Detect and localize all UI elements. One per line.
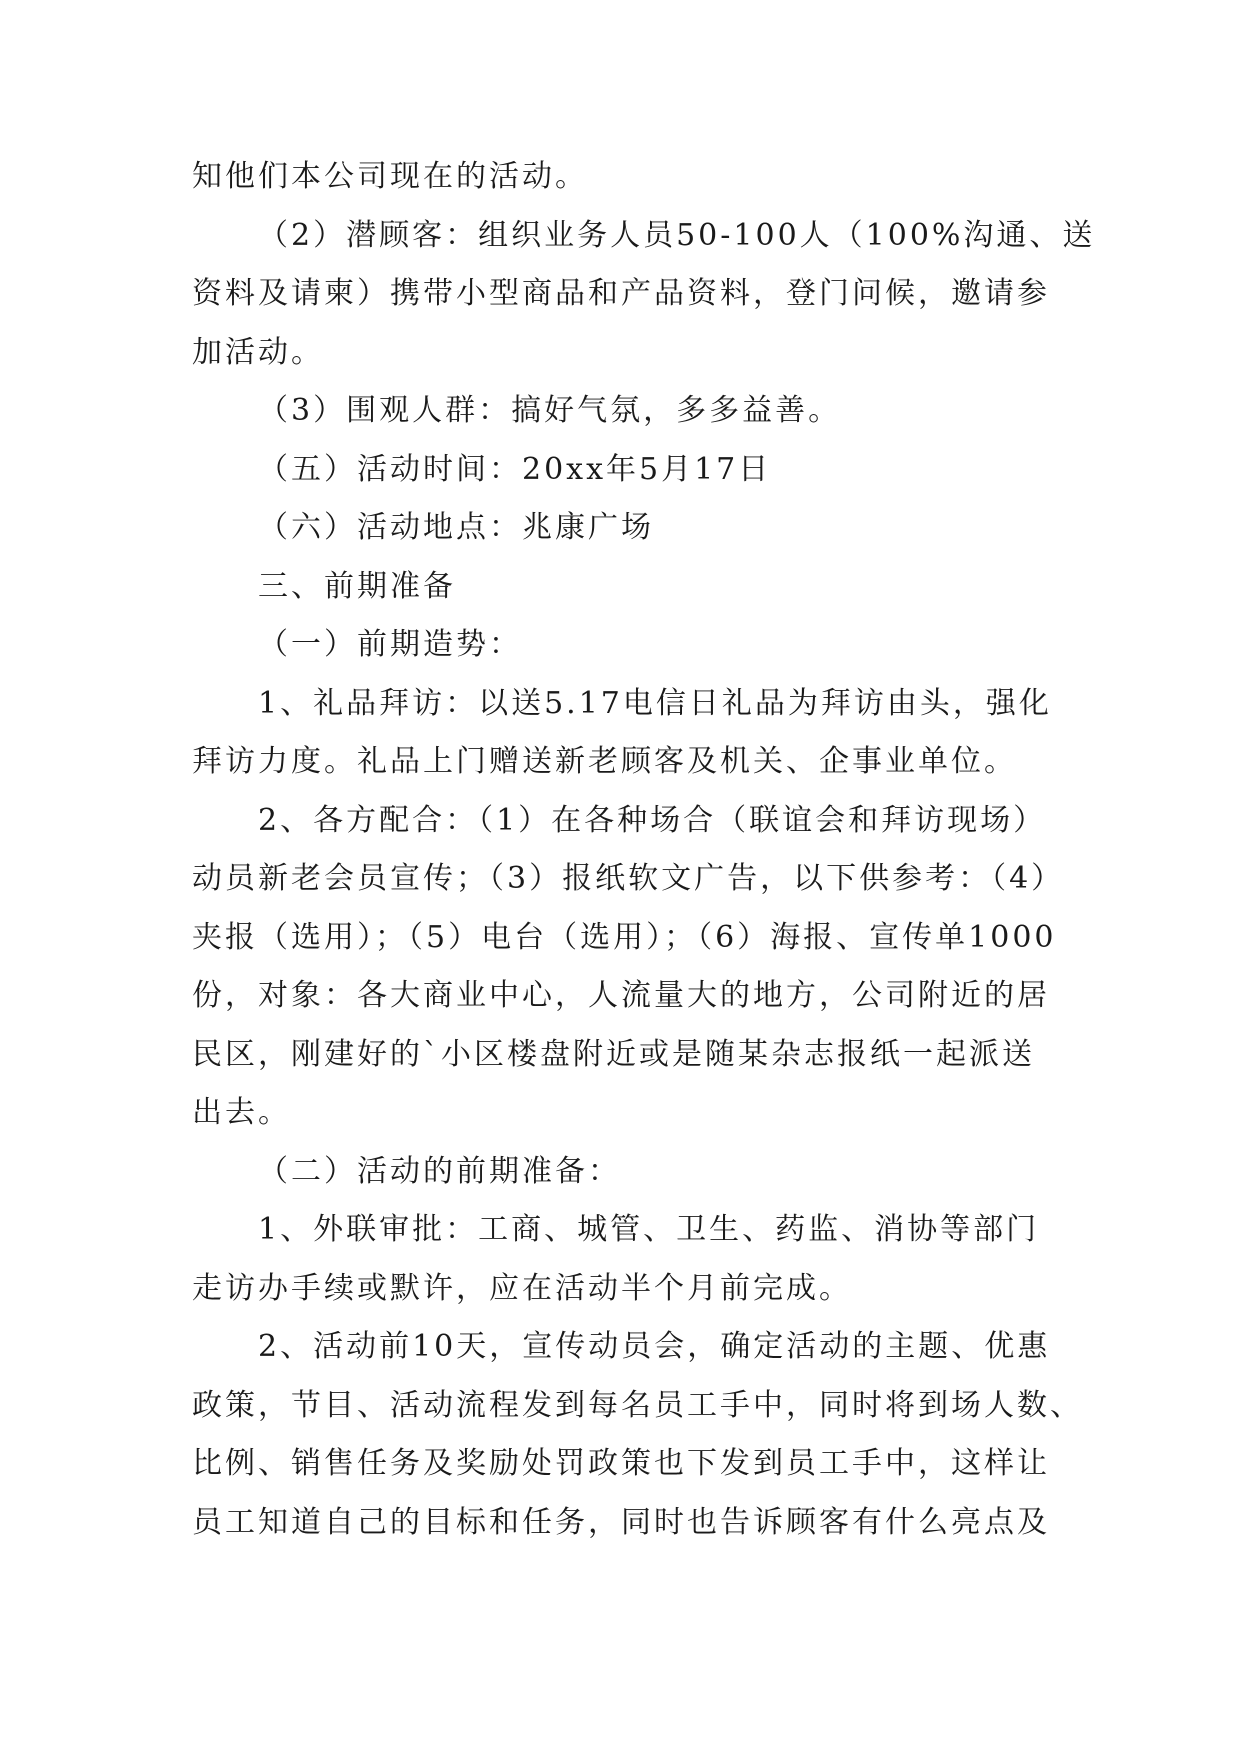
text-line: 三、前期准备 <box>258 568 456 604</box>
text-line: 1、礼品拜访：以送5.17电信日礼品为拜访由头，强化 <box>258 685 1052 721</box>
text-line: 出去。 <box>192 1095 291 1130</box>
text-line: 拜访力度。礼品上门赠送新老顾客及机关、企事业单位。 <box>192 744 1017 779</box>
text-line: （3）围观人群：搞好气氛，多多益善。 <box>258 393 842 428</box>
text-line: 知他们本公司现在的活动。 <box>192 159 588 194</box>
text-line: （一）前期造势： <box>258 627 522 662</box>
text-line: 份，对象：各大商业中心，人流量大的地方，公司附近的居 <box>192 978 1050 1013</box>
text-line: 员工知道自己的目标和任务，同时也告诉顾客有什么亮点及 <box>192 1504 1050 1540</box>
text-line: 走访办手续或默许，应在活动半个月前完成。 <box>192 1270 852 1306</box>
text-line: （二）活动的前期准备： <box>258 1153 621 1189</box>
text-line: 动员新老会员宣传；（3）报纸软文广告，以下供参考：（4） <box>192 861 1065 896</box>
text-line: （五）活动时间：20xx年5月17日 <box>258 451 772 487</box>
text-line: 资料及请柬）携带小型商品和产品资料，登门问候，邀请参 <box>192 276 1050 311</box>
text-line: 民区，刚建好的`小区楼盘附近或是随某杂志报纸一起派送 <box>192 1036 1035 1072</box>
text-line: 1、外联审批：工商、城管、卫生、药监、消协等部门 <box>258 1212 1040 1247</box>
text-line: 比例、销售任务及奖励处罚政策也下发到员工手中，这样让 <box>192 1446 1050 1481</box>
text-line: （六）活动地点：兆康广场 <box>258 510 654 545</box>
text-line: （2）潜顾客：组织业务人员50-100人（100%沟通、送 <box>258 217 1096 253</box>
text-line: 加活动。 <box>192 334 324 370</box>
text-line: 2、各方配合：（1）在各种场合（联谊会和拜访现场） <box>258 802 1047 838</box>
text-line: 夹报（选用）；（5）电台（选用）；（6）海报、宣传单1000 <box>192 919 1057 955</box>
document-body <box>192 148 1096 1552</box>
text-line: 政策，节目、活动流程发到每名员工手中，同时将到场人数、 <box>192 1387 1083 1423</box>
text-line: 2、活动前10天，宣传动员会，确定活动的主题、优惠 <box>258 1329 1051 1364</box>
